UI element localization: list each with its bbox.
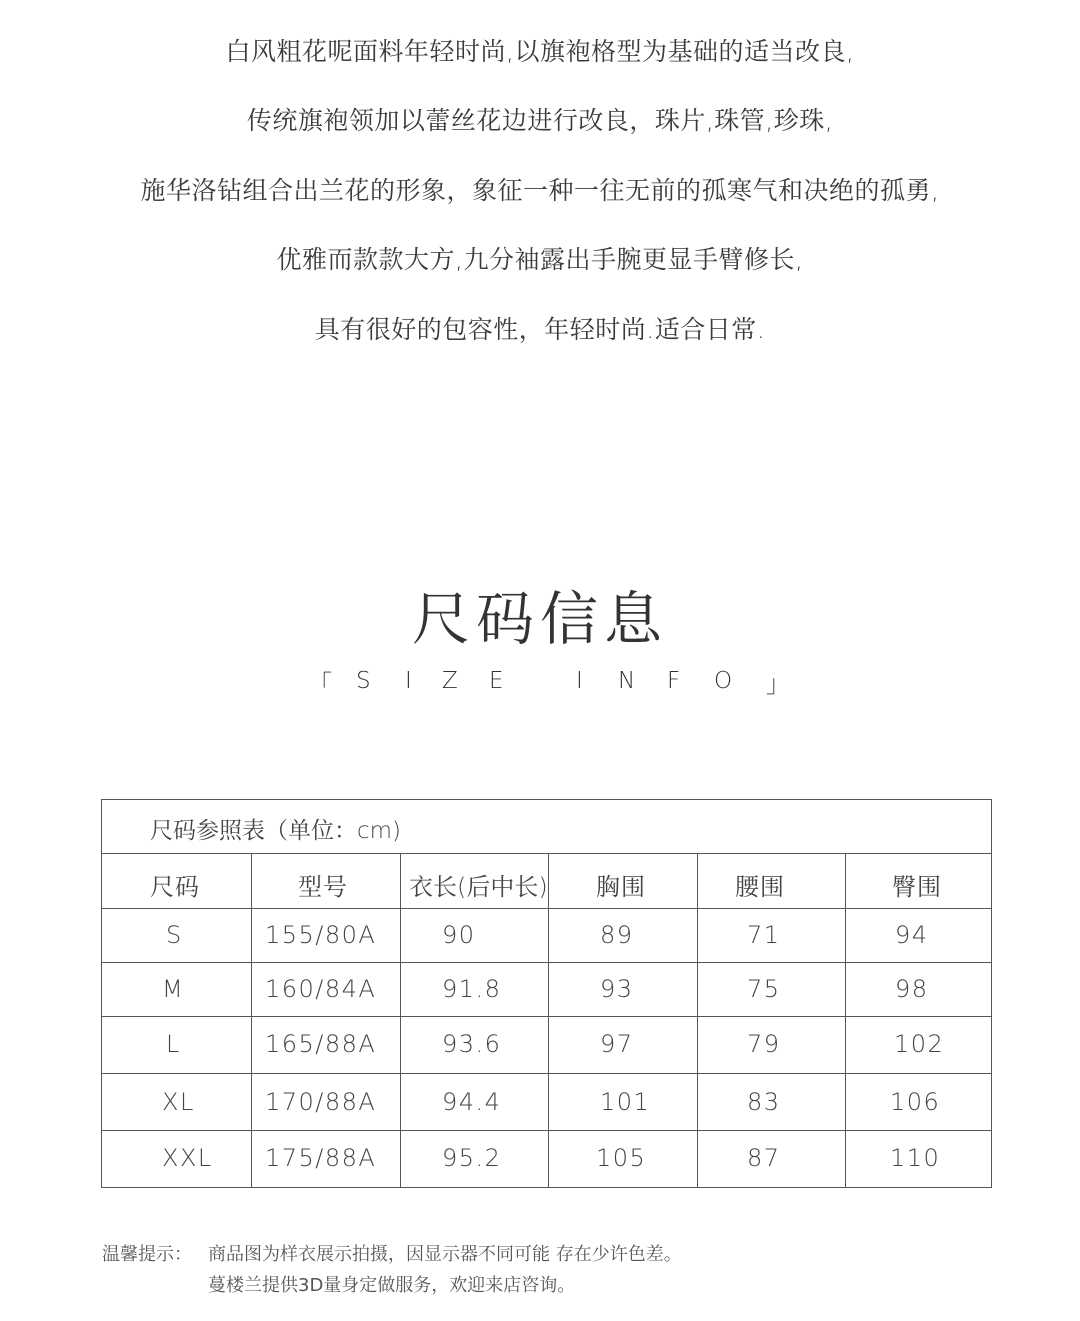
table-divider — [102, 1130, 991, 1131]
subtitle-letter: I — [405, 668, 412, 694]
cell-waist: 83 — [747, 1088, 781, 1116]
cell-size: XXL — [162, 1144, 213, 1172]
subtitle-letter: F — [667, 668, 681, 694]
subtitle-letter: E — [489, 668, 504, 694]
subtitle-letter: S — [356, 668, 371, 694]
header-bust: 胸围 — [596, 873, 646, 901]
table-divider — [102, 962, 991, 963]
table-divider — [102, 1073, 991, 1074]
cell-bust: 101 — [600, 1088, 651, 1116]
subtitle-letter: Z — [442, 668, 458, 694]
table-divider — [102, 908, 991, 909]
cell-model: 170/88A — [265, 1088, 377, 1116]
cell-model: 175/88A — [265, 1144, 377, 1172]
description-line-3: 施华洛钻组合出兰花的形象，象征一种一往无前的孤寒气和决绝的孤勇, — [140, 176, 940, 205]
table-divider — [845, 854, 846, 1187]
notes-line-2: 蔓楼兰提供3D量身定做服务，欢迎来店咨询。 — [208, 1275, 576, 1296]
cell-length: 95.2 — [442, 1144, 502, 1172]
table-divider — [400, 854, 401, 1187]
cell-model: 155/80A — [265, 921, 377, 949]
cell-bust: 105 — [596, 1144, 647, 1172]
header-length: 衣长(后中长) — [409, 873, 548, 901]
cell-hip: 102 — [894, 1030, 945, 1058]
description-line-4: 优雅而款款大方,九分袖露出手腕更显手臂修长, — [276, 245, 804, 274]
cell-hip: 106 — [890, 1088, 941, 1116]
cell-hip: 98 — [895, 975, 929, 1003]
table-divider — [548, 854, 549, 1187]
size-table — [101, 799, 992, 1188]
cell-size: M — [162, 975, 185, 1003]
subtitle-letter: N — [618, 668, 636, 694]
cell-waist: 75 — [747, 975, 781, 1003]
section-subtitle — [0, 664, 1080, 700]
header-size: 尺码 — [150, 873, 200, 901]
cell-hip: 110 — [890, 1144, 941, 1172]
cell-size: L — [166, 1030, 181, 1058]
cell-bust: 89 — [600, 921, 634, 949]
cell-length: 90 — [442, 921, 476, 949]
cell-model: 160/84A — [265, 975, 377, 1003]
cell-hip: 94 — [895, 921, 929, 949]
cell-model: 165/88A — [265, 1030, 377, 1058]
cell-length: 91.8 — [442, 975, 502, 1003]
subtitle-letter: O — [714, 668, 733, 694]
table-divider — [102, 1016, 991, 1017]
cell-size: XL — [162, 1088, 195, 1116]
description-line-5: 具有很好的包容性，年轻时尚.适合日常. — [314, 315, 766, 344]
subtitle-right-bracket: 」 — [766, 670, 790, 698]
subtitle-letter: I — [576, 668, 583, 694]
cell-bust: 97 — [600, 1030, 634, 1058]
description-line-2: 传统旗袍领加以蕾丝花边进行改良，珠片,珠管,珍珠, — [246, 106, 834, 135]
notes-label: 温馨提示： — [102, 1244, 192, 1265]
section-title: 尺码信息 — [411, 585, 668, 653]
table-divider — [697, 854, 698, 1187]
cell-waist: 71 — [747, 921, 781, 949]
cell-size: S — [166, 921, 183, 949]
table-caption — [102, 800, 991, 854]
table-divider — [251, 854, 252, 1187]
subtitle-left-bracket: 「 — [308, 670, 332, 698]
notes-line-1: 商品图为样衣展示拍摄，因显示器不同可能 存在少许色差。 — [208, 1244, 682, 1265]
cell-waist: 87 — [747, 1144, 781, 1172]
header-model: 型号 — [298, 873, 348, 901]
cell-waist: 79 — [747, 1030, 781, 1058]
header-hip: 臀围 — [892, 873, 942, 901]
cell-bust: 93 — [600, 975, 634, 1003]
table-caption-text: 尺码参照表（单位：cm) — [150, 818, 402, 844]
cell-length: 93.6 — [442, 1030, 502, 1058]
cell-length: 94.4 — [442, 1088, 502, 1116]
header-waist: 腰围 — [735, 873, 785, 901]
description-line-1: 白风粗花呢面料年轻时尚,以旗袍格型为基础的适当改良, — [225, 37, 855, 66]
